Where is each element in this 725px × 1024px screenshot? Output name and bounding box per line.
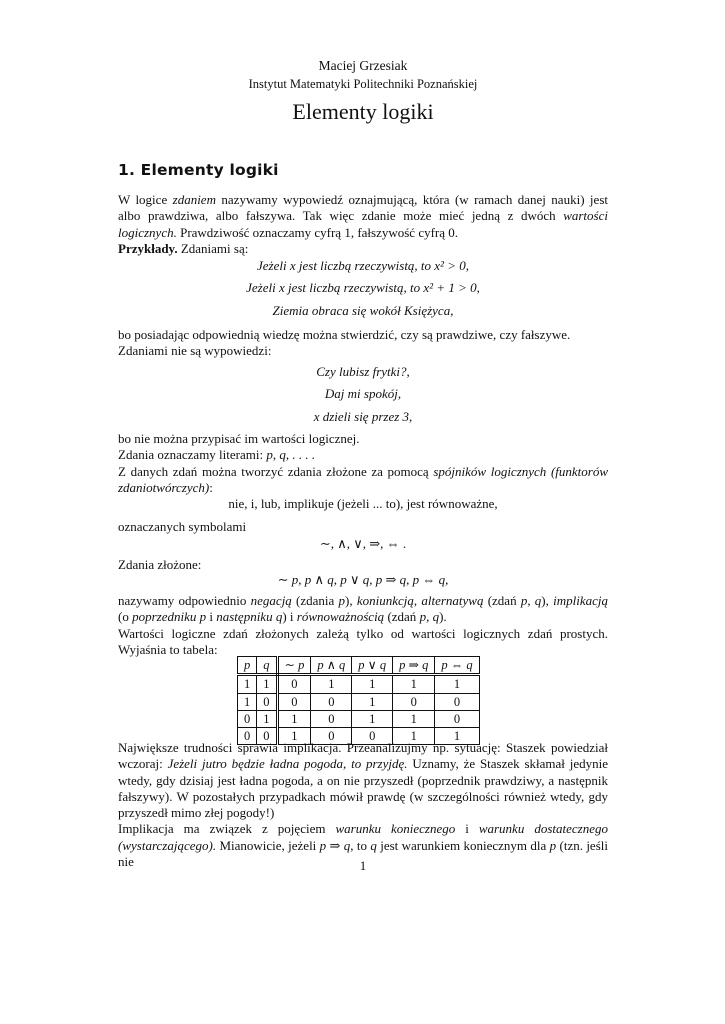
table-cell: 0 xyxy=(311,710,352,727)
table-header-cell: p ∧ q xyxy=(311,657,352,675)
table-cell: 1 xyxy=(435,675,479,693)
table-cell: 0 xyxy=(352,728,393,745)
table-cell: 0 xyxy=(257,728,277,745)
examples-label: Przykłady. xyxy=(118,240,178,256)
non-statement-example: Czy lubisz frytki?, xyxy=(316,364,410,379)
table-cell: 0 xyxy=(311,693,352,710)
author-name: Maciej Grzesiak xyxy=(318,58,408,73)
intro-paragraph: W logice zdaniem nazywamy wypowiedź oznajmującą, która (w ramach danej nauki) jest albo prawdziwa, albo fałszywa. Tak więc zdanie może mieć jedną z dwóch wartości logicznych. Prawdziwość oznaczamy cyfrą 1, fałszywość cyfrą 0. Przykłady. Zdaniami są: xyxy=(118,192,608,256)
connective-symbols: ∼, ∧, ∨, ⇒, ⇔ . xyxy=(319,536,407,551)
table-header-cell: ∼ p xyxy=(277,657,311,675)
table-cell: 1 xyxy=(238,693,257,710)
table-cell: 1 xyxy=(311,675,352,693)
table-cell: 0 xyxy=(435,693,479,710)
table-cell: 0 xyxy=(238,728,257,745)
true-statements xyxy=(118,258,608,319)
author-institute: Instytut Matematyki Politechniki Poznańskiej xyxy=(248,77,478,91)
non-statement-example: Daj mi spokój, xyxy=(324,386,402,402)
table-cell: 1 xyxy=(435,728,479,745)
table-header-cell: p ⇒ q xyxy=(393,657,435,675)
document-title: Elementy logiki xyxy=(292,99,434,124)
example-statement: Ziemia obraca się wokół Księżyca, xyxy=(272,302,454,318)
non-statement-example: x dzieli się przez 3, xyxy=(313,408,413,424)
section-heading: 1. Elementy logiki xyxy=(118,161,279,179)
table-cell: 0 xyxy=(277,693,311,710)
compound-statements: ∼ p, p ∧ q, p ∨ q, p ⇒ q, p ⇔ q, xyxy=(277,572,449,587)
table-cell: 1 xyxy=(393,710,435,727)
table-row xyxy=(238,693,480,710)
table-cell: 0 xyxy=(277,675,311,693)
non-statements xyxy=(118,364,608,425)
table-row xyxy=(238,710,480,727)
example-statement: Jeżeli x jest liczbą rzeczywistą, to x² + 1 > 0, xyxy=(246,280,480,296)
truth-table-header xyxy=(238,657,480,675)
page-number: 1 xyxy=(359,858,367,873)
table-cell: 1 xyxy=(238,675,257,693)
table-cell: 0 xyxy=(393,693,435,710)
table-cell: 1 xyxy=(393,728,435,745)
table-cell: 1 xyxy=(352,710,393,727)
table-cell: 1 xyxy=(277,710,311,727)
table-cell: 0 xyxy=(435,710,479,727)
table-intro: Wartości logiczne zdań złożonych zależą tylko od wartości logicznych zdań prostych. Wyjaśnia to tabela: xyxy=(118,625,608,657)
symbols-intro: oznaczanych symbolami xyxy=(118,519,247,534)
table-row xyxy=(238,675,480,693)
table-header-cell: p ∨ q xyxy=(352,657,393,675)
table-cell: 0 xyxy=(257,693,277,710)
compound-intro: Zdania złożone: xyxy=(118,557,202,572)
example-statement: Jeżeli x jest liczbą rzeczywistą, to x² > 0, xyxy=(257,258,469,273)
after-true-text: bo posiadając odpowiednią wiedzę można stwierdzić, czy są prawdziwe, czy fałszywe. Zdaniami nie są wypowiedzi: xyxy=(118,327,571,359)
table-header-cell: p xyxy=(238,657,257,675)
table-cell: 1 xyxy=(257,675,277,693)
connectives-intro: bo nie można przypisać im wartości logicznej. Zdania oznaczamy literami: p, q, . . . . Z danych zdań można tworzyć zdania złożone za pomocą spójników logicznych (funktorów zdaniotwórczych): xyxy=(118,431,608,495)
table-cell: 0 xyxy=(238,710,257,727)
table-cell: 1 xyxy=(393,675,435,693)
table-header-cell: q xyxy=(257,657,277,675)
naming-paragraph: nazywamy odpowiednio negacją (zdania p), koniunkcją, alternatywą (zdań p, q), implikacją (o poprzedniku p i następniku q) i równoważnością (zdań p, q). Wartości logiczne zdań złożonych zależą tylko od wartości logicznych zdań prostych. Wyjaśnia to tabela: xyxy=(118,593,608,657)
table-cell: 1 xyxy=(352,675,393,693)
table-cell: 1 xyxy=(277,728,311,745)
implication-paragraph: Największe trudności sprawia implikacja. Przeanalizujmy np. sytuację: Staszek powiedział wczoraj: Jeżeli jutro będzie ładna pogoda, to przyjdę. Uznamy, że Staszek skłamał jedynie wtedy, gdy dzisiaj jest ładna pogoda, a on nie przyszedł (poprzednik prawdziwy, a następnik fałszywy). W pozostałych przypadkach mówił prawdę (w szczególności również wtedy, gdy przyszedł mimo złej pogody!) Implikacja ma związek z pojęciem warunku koniecznego i warunku dostatecznego (wystarczającego). Mianowicie, jeżeli p ⇒ q, to q jest warunkiem koniecznym dla p (tzn. jeśli nie xyxy=(118,740,608,870)
truth-table xyxy=(237,656,480,745)
connectives-words: nie, i, lub, implikuje (jeżeli ... to), jest równoważne, xyxy=(228,496,498,511)
table-cell: 1 xyxy=(257,710,277,727)
table-cell: 1 xyxy=(352,693,393,710)
table-cell: 0 xyxy=(311,728,352,745)
table-header-cell: p ⇔ q xyxy=(435,657,479,675)
